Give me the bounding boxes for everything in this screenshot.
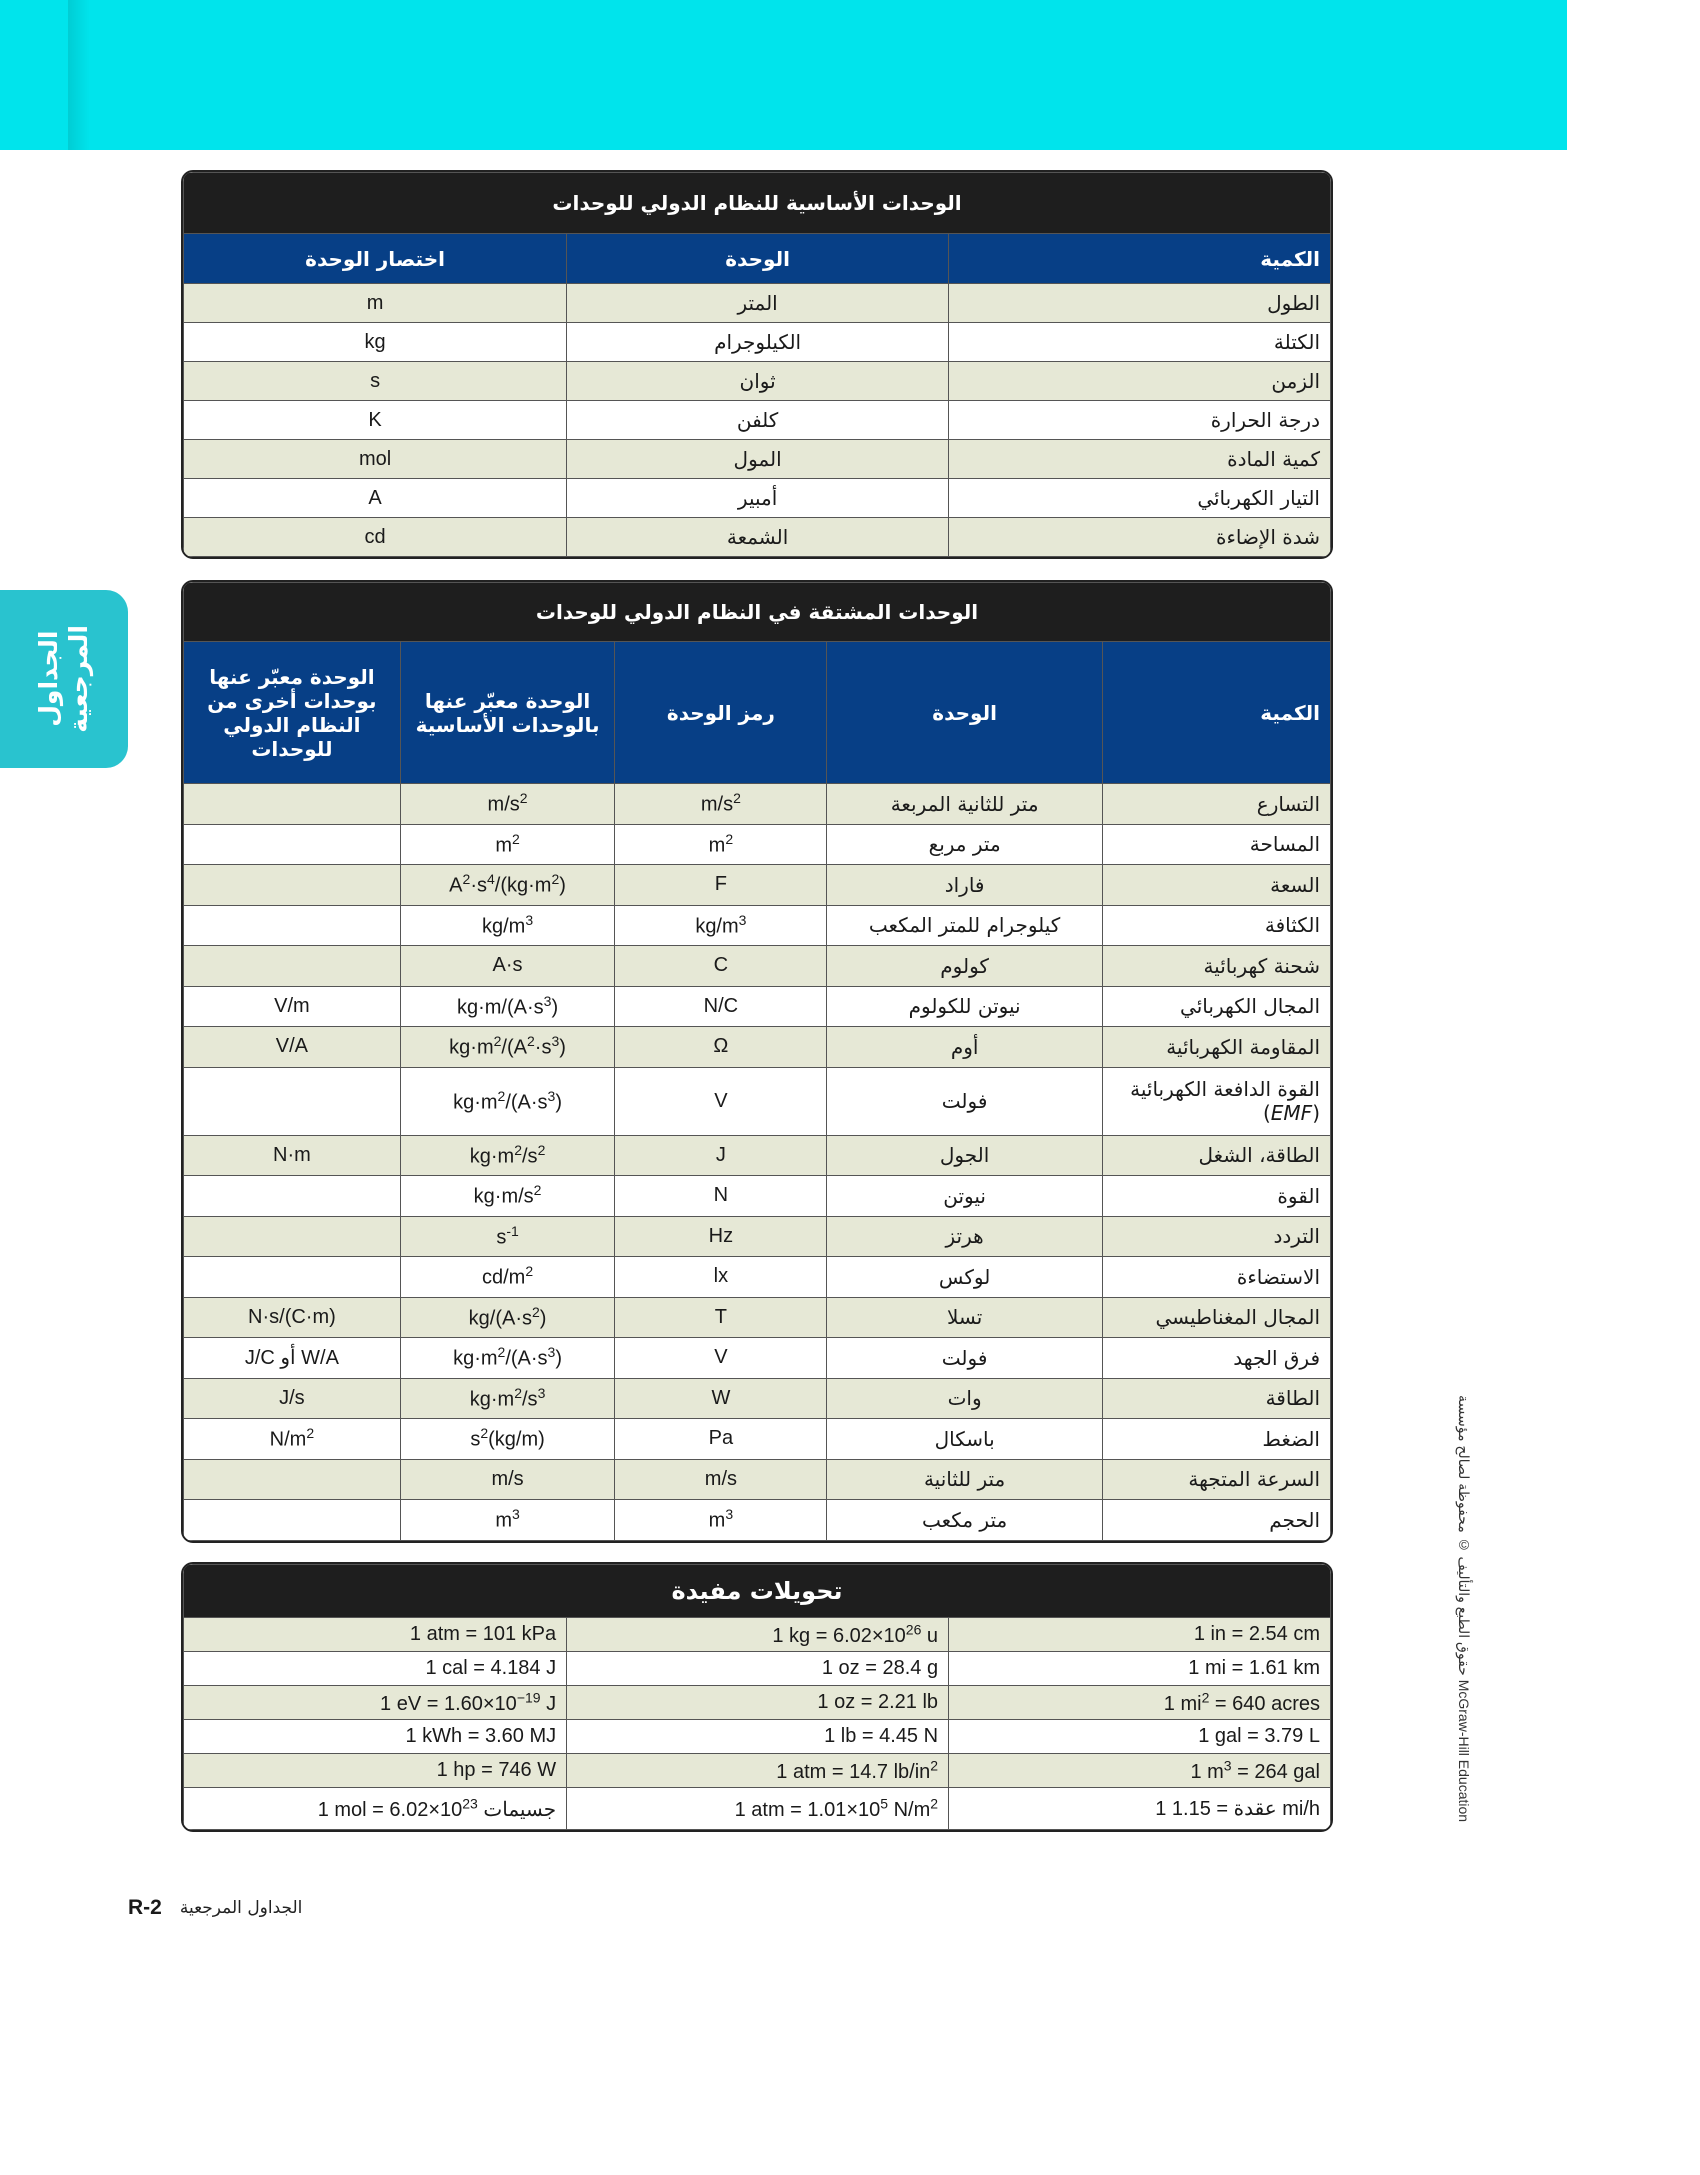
conversion-cell: 1 gal = 3.79 L (949, 1720, 1331, 1754)
symbol-cell: $m^2$ (615, 824, 827, 865)
symbol-cell: lx (615, 1257, 827, 1298)
base-units-cell: A·s (400, 946, 614, 987)
column-header: اختصار الوحدة (184, 234, 567, 284)
symbol-cell: m (184, 284, 567, 323)
table-row (184, 1216, 1331, 1257)
column-header: الوحدة (567, 234, 949, 284)
other-units-cell (184, 784, 401, 825)
table-row (184, 1176, 1331, 1217)
unit-cell: الكيلوجرام (567, 323, 949, 362)
quantity-cell: التيار الكهربائي (949, 479, 1331, 518)
quantity-cell: القوة الدافعة الكهربائية (EMF) (1102, 1067, 1330, 1135)
symbol-cell: $kg/m^3$ (615, 905, 827, 946)
table-row (184, 440, 1331, 479)
table-row (184, 1652, 1331, 1686)
table-row (184, 1067, 1331, 1135)
base-units-cell: $kg\cdot m^2/(A^2\cdot s^3)$ (400, 1027, 614, 1068)
quantity-cell: الكتلة (949, 323, 1331, 362)
symbol-cell: $m/s^2$ (615, 784, 827, 825)
unit-cell: متر للثانية (827, 1459, 1102, 1500)
conversions-table (181, 1562, 1333, 1832)
copyright-credit: حقوق الطبع والتأليف © محفوظة لصالح مؤسسة McGraw-Hill Education (1456, 1395, 1472, 1823)
symbol-cell: $m^3$ (615, 1500, 827, 1541)
unit-cell: نيوتن (827, 1176, 1102, 1217)
table-row (184, 1257, 1331, 1298)
conversion-cell: 1 in = 2.54 cm (949, 1618, 1331, 1652)
unit-cell: متر مربع (827, 824, 1102, 865)
quantity-cell: الطاقة، الشغل (1102, 1135, 1330, 1176)
base-units-cell: $kg\cdot m/s^2$ (400, 1176, 614, 1217)
other-units-cell: $N/m^2$ (184, 1419, 401, 1460)
table-row (184, 1500, 1331, 1541)
table-row (184, 1027, 1331, 1068)
column-header: الوحدة معبّر عنها بوحدات أخرى من النظام الدولي للوحدات (184, 642, 401, 784)
unit-cell: المول (567, 440, 949, 479)
unit-cell: فولت (827, 1338, 1102, 1379)
symbol-cell: Hz (615, 1216, 827, 1257)
base-units-cell: $kg\cdot m^2/(A\cdot s^3)$ (400, 1338, 614, 1379)
symbol-cell: cd (184, 518, 567, 557)
base-units-cell: $kg\cdot m^2/(A\cdot s^3)$ (400, 1067, 614, 1135)
other-units-cell: V/A (184, 1027, 401, 1068)
quantity-cell: السعة (1102, 865, 1330, 906)
table-row (184, 784, 1331, 825)
symbol-cell: s (184, 362, 567, 401)
other-units-cell (184, 1067, 401, 1135)
other-units-cell (184, 1257, 401, 1298)
unit-cell: باسكال (827, 1419, 1102, 1460)
base-units-cell: $m/s^2$ (400, 784, 614, 825)
quantity-cell: الحجم (1102, 1500, 1330, 1541)
table-row (184, 824, 1331, 865)
other-units-cell (184, 1459, 401, 1500)
conversion-cell: 1 lb = 4.45 N (567, 1720, 949, 1754)
other-units-cell (184, 905, 401, 946)
page-number: R-2 (128, 1896, 162, 1919)
conversion-cell: 1 kg = $6.02\times 10^{26}$ u (567, 1618, 949, 1652)
base-units-cell: $kg\cdot m^2/s^3$ (400, 1378, 614, 1419)
quantity-cell: الاستضاءة (1102, 1257, 1330, 1298)
symbol-cell: V (615, 1067, 827, 1135)
conversion-cell: 1 mi = 1.61 km (949, 1652, 1331, 1686)
side-tab[interactable] (0, 590, 128, 768)
conversion-cell: 1 oz = 2.21 lb (567, 1686, 949, 1720)
table-row (184, 1378, 1331, 1419)
page-footer (128, 1893, 302, 1923)
other-units-cell: V/m (184, 986, 401, 1027)
table-row (184, 284, 1331, 323)
base-units-cell: $(kg/m)s^2$ (400, 1419, 614, 1460)
table-row (184, 1297, 1331, 1338)
conversion-cell: 1 atm = $1.01\times 10^5$ $N/m^2$ (567, 1788, 949, 1830)
quantity-cell: الطاقة (1102, 1378, 1330, 1419)
conversion-cell: 1 atm = 101 kPa (184, 1618, 567, 1652)
column-header: رمز الوحدة (615, 642, 827, 784)
symbol-cell: N/C (615, 986, 827, 1027)
base-units-cell: $cd/m^2$ (400, 1257, 614, 1298)
quantity-cell: التردد (1102, 1216, 1330, 1257)
conversion-cell: 1 cal = 4.184 J (184, 1652, 567, 1686)
base-units-cell: $kg\cdot m^2/s^2$ (400, 1135, 614, 1176)
unit-cell: هرتز (827, 1216, 1102, 1257)
table-row (184, 1135, 1331, 1176)
base-units-cell: $m^3$ (400, 1500, 614, 1541)
column-header: الكمية (949, 234, 1331, 284)
unit-cell: فاراد (827, 865, 1102, 906)
other-units-cell (184, 1176, 401, 1217)
other-units-cell (184, 865, 401, 906)
table-row (184, 518, 1331, 557)
quantity-cell: الطول (949, 284, 1331, 323)
quantity-cell: الزمن (949, 362, 1331, 401)
conversion-cell: 1 $m^3 = 264$ gal (949, 1754, 1331, 1788)
table-row (184, 1459, 1331, 1500)
quantity-cell: المساحة (1102, 824, 1330, 865)
conversion-cell: 1 eV = $1.60\times 10^{-19}$ J (184, 1686, 567, 1720)
unit-cell: كلفن (567, 401, 949, 440)
unit-cell: المتر (567, 284, 949, 323)
base-units-cell: $kg/(A\cdot s^2)$ (400, 1297, 614, 1338)
derived-units-title: الوحدات المشتقة في النظام الدولي للوحدات (184, 583, 1331, 642)
symbol-cell: W (615, 1378, 827, 1419)
unit-cell: متر للثانية المربعة (827, 784, 1102, 825)
symbol-cell: J (615, 1135, 827, 1176)
table-row (184, 1720, 1331, 1754)
table-row (184, 479, 1331, 518)
quantity-cell: الكثافة (1102, 905, 1330, 946)
base-units-cell: $m^2$ (400, 824, 614, 865)
symbol-cell: F (615, 865, 827, 906)
symbol-cell: kg (184, 323, 567, 362)
symbol-cell: C (615, 946, 827, 987)
top-color-bar (0, 0, 1567, 150)
quantity-cell: فرق الجهد (1102, 1338, 1330, 1379)
conversion-cell: 1 kWh = 3.60 MJ (184, 1720, 567, 1754)
symbol-cell: N (615, 1176, 827, 1217)
unit-cell: كولوم (827, 946, 1102, 987)
unit-cell: فولت (827, 1067, 1102, 1135)
top-bar-notch (68, 0, 90, 150)
quantity-cell: السرعة المتجهة (1102, 1459, 1330, 1500)
table-row (184, 1686, 1331, 1720)
base-units-cell: $kg\cdot m/(A\cdot s^3)$ (400, 986, 614, 1027)
unit-cell: أوم (827, 1027, 1102, 1068)
other-units-cell (184, 946, 401, 987)
base-units-cell: $kg/m^3$ (400, 905, 614, 946)
base-units-table (181, 170, 1333, 559)
other-units-cell: N·m (184, 1135, 401, 1176)
other-units-cell (184, 1500, 401, 1541)
symbol-cell: V (615, 1338, 827, 1379)
table-row (184, 1788, 1331, 1830)
quantity-cell: التسارع (1102, 784, 1330, 825)
other-units-cell: W/A أو J/C (184, 1338, 401, 1379)
symbol-cell: A (184, 479, 567, 518)
conversion-cell: 1 $mi^2 = 640$ acres (949, 1686, 1331, 1720)
unit-cell: لوكس (827, 1257, 1102, 1298)
unit-cell: متر مكعب (827, 1500, 1102, 1541)
quantity-cell: المقاومة الكهربائية (1102, 1027, 1330, 1068)
quantity-cell: كمية المادة (949, 440, 1331, 479)
symbol-cell: mol (184, 440, 567, 479)
base-units-cell: $A^2\cdot s^4/(kg\cdot m^2)$ (400, 865, 614, 906)
symbol-cell: m/s (615, 1459, 827, 1500)
base-units-cell: m/s (400, 1459, 614, 1500)
conversions-title: تحويلات مفيدة (184, 1565, 1331, 1618)
table-row (184, 1419, 1331, 1460)
table-row (184, 401, 1331, 440)
column-header: الوحدة (827, 642, 1102, 784)
unit-cell: نيوتن للكولوم (827, 986, 1102, 1027)
quantity-cell: المجال المغناطيسي (1102, 1297, 1330, 1338)
unit-cell: أمبير (567, 479, 949, 518)
unit-cell: ثوان (567, 362, 949, 401)
column-header: الكمية (1102, 642, 1330, 784)
table-row (184, 362, 1331, 401)
table-row (184, 986, 1331, 1027)
table-row (184, 1618, 1331, 1652)
footer-label: الجداول المرجعية (179, 1898, 303, 1918)
conversion-cell: 1 عقدة = 1.15 mi/h (949, 1788, 1331, 1830)
table-row (184, 323, 1331, 362)
other-units-cell (184, 1216, 401, 1257)
quantity-cell: شحنة كهربائية (1102, 946, 1330, 987)
conversion-cell: 1 mol = $6.02\times 10^{23}$ جسيمات (184, 1788, 567, 1830)
derived-units-table (181, 580, 1333, 1543)
symbol-cell: T (615, 1297, 827, 1338)
column-header: الوحدة معبّر عنها بالوحدات الأساسية (400, 642, 614, 784)
conversion-cell: 1 oz = 28.4 g (567, 1652, 949, 1686)
table-row (184, 1754, 1331, 1788)
quantity-cell: درجة الحرارة (949, 401, 1331, 440)
table-row (184, 905, 1331, 946)
unit-cell: الشمعة (567, 518, 949, 557)
table-row (184, 1338, 1331, 1379)
other-units-cell: J/s (184, 1378, 401, 1419)
symbol-cell: Pa (615, 1419, 827, 1460)
base-units-title: الوحدات الأساسية للنظام الدولي للوحدات (184, 173, 1331, 234)
conversion-cell: 1 hp = 746 W (184, 1754, 567, 1788)
table-row (184, 865, 1331, 906)
quantity-cell: شدة الإضاءة (949, 518, 1331, 557)
unit-cell: تسلا (827, 1297, 1102, 1338)
table-row (184, 946, 1331, 987)
symbol-cell: Ω (615, 1027, 827, 1068)
quantity-cell: المجال الكهربائي (1102, 986, 1330, 1027)
unit-cell: وات (827, 1378, 1102, 1419)
symbol-cell: K (184, 401, 567, 440)
other-units-cell: N·s/(C·m) (184, 1297, 401, 1338)
unit-cell: كيلوجرام للمتر المكعب (827, 905, 1102, 946)
quantity-cell: القوة (1102, 1176, 1330, 1217)
other-units-cell (184, 824, 401, 865)
base-units-cell: $s^{-1}$ (400, 1216, 614, 1257)
conversion-cell: 1 atm = 14.7 $lb/in^2$ (567, 1754, 949, 1788)
side-tab-label: الجداول المرجعية (34, 625, 93, 733)
unit-cell: الجول (827, 1135, 1102, 1176)
quantity-cell: الضغط (1102, 1419, 1330, 1460)
